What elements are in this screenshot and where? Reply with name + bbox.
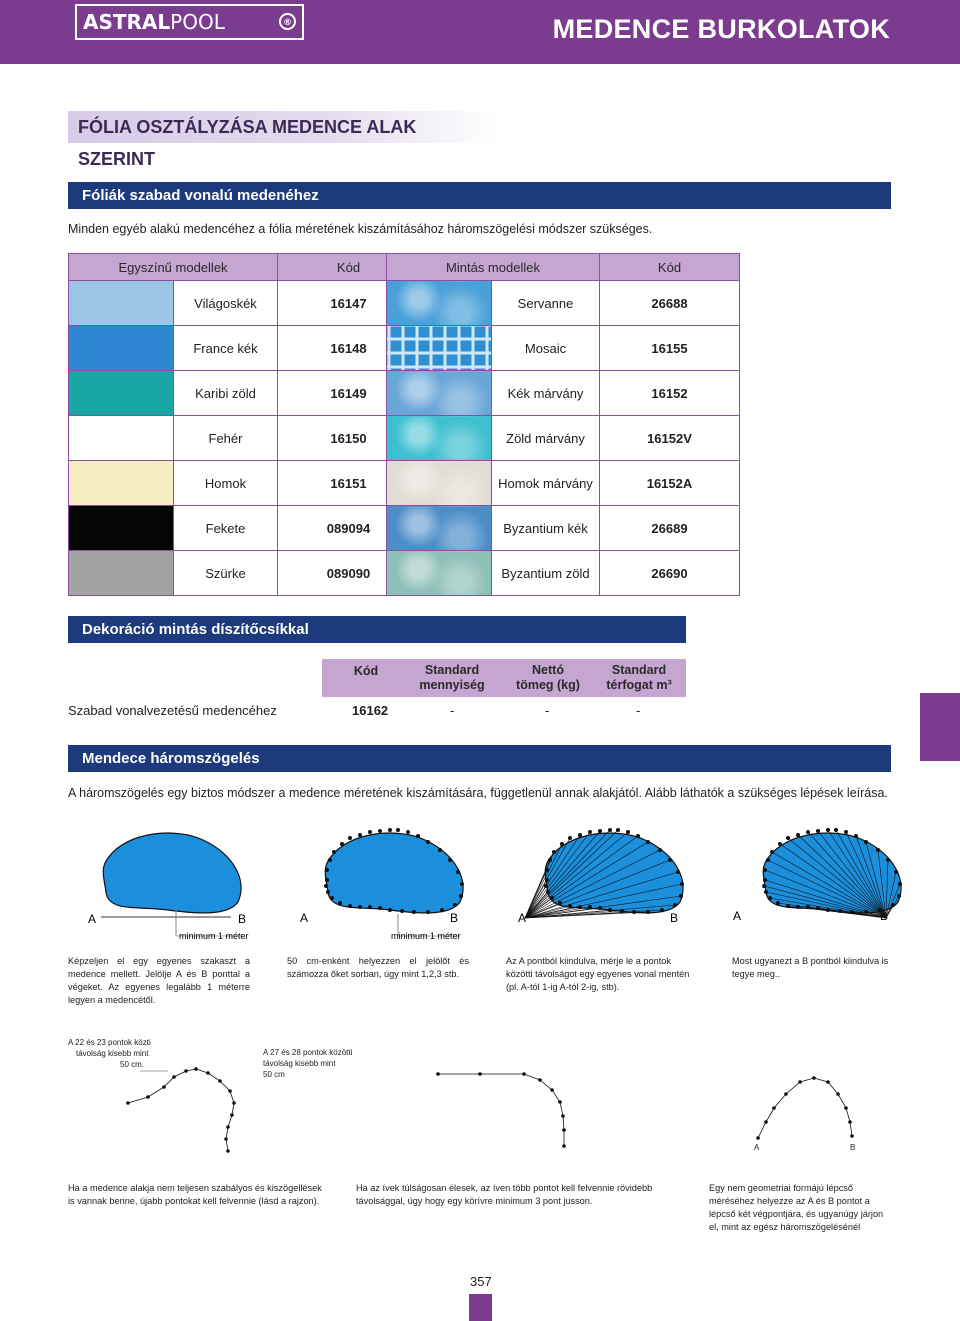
pattern-code: 16152	[600, 371, 740, 416]
marker-point	[228, 1089, 232, 1093]
marker-point	[340, 842, 344, 846]
marker-point	[348, 904, 352, 908]
diagram-step-shape	[740, 1060, 900, 1160]
color-swatch	[69, 461, 174, 506]
diagram-sharp-curve	[420, 1060, 620, 1160]
plain-code: 16151	[278, 461, 420, 506]
diagram-step-3	[510, 810, 710, 940]
marker-point	[796, 905, 800, 909]
deco-row-weight: -	[545, 703, 550, 718]
marker-point	[578, 833, 582, 837]
marker-point	[680, 882, 684, 886]
marker-point	[766, 858, 770, 862]
color-swatch	[69, 551, 174, 596]
arc-line	[758, 1078, 852, 1138]
plain-name: Karibi zöld	[174, 371, 278, 416]
plain-name: Fehér	[174, 416, 278, 461]
marker-point	[786, 836, 790, 840]
bottom-tab	[469, 1294, 492, 1321]
marker-point	[608, 908, 612, 912]
marker-point	[568, 836, 572, 840]
marker-point	[838, 909, 842, 913]
marker-point	[898, 882, 902, 886]
deco-header	[322, 659, 686, 697]
table-row	[69, 551, 420, 596]
note-2: A 27 és 28 pontok közötti távolság kisebb mint 50 cm	[263, 1048, 353, 1079]
marker-point	[816, 906, 820, 910]
note-1: A 22 és 23 pontok közti távolság kisebb mint 50 cm.	[68, 1038, 151, 1069]
marker-point	[172, 1075, 176, 1079]
marker-point	[616, 828, 620, 832]
triangulation-text: A háromszögelés egy biztos módszer a medence méretének kiszámítására, függetlenül annak alakjától. Alább láthatók a szükséges lépések leírása.	[68, 786, 888, 800]
marker-point	[588, 830, 592, 834]
marker-point	[328, 858, 332, 862]
marker-point	[763, 878, 767, 882]
marker-point	[378, 829, 382, 833]
marker-point	[834, 828, 838, 832]
marker-point	[400, 909, 404, 913]
marker-point	[338, 901, 342, 905]
table-row	[387, 461, 740, 506]
col-header-plain: Egyszínű modellek	[69, 254, 278, 281]
marker-point	[378, 906, 382, 910]
marker-point	[844, 830, 848, 834]
table-row	[69, 416, 420, 461]
bottom-caption-2: Ha az ívek túlságosan élesek, az íven több pontot kell felvennie rövidebb távolsággal, úgy hogy egy körívre minimum 3 pont jusson.	[356, 1183, 653, 1206]
deco-col-weight: Nettó tömeg (kg)	[516, 663, 580, 692]
page-title: MEDENCE BURKOLATOK	[552, 14, 890, 44]
marker-point	[598, 829, 602, 833]
deco-row-code: 16162	[352, 703, 389, 718]
marker-point	[806, 830, 810, 834]
marker-point	[548, 858, 552, 862]
foil-table-plain	[68, 253, 420, 596]
color-swatch	[69, 416, 174, 461]
plain-name: Homok	[174, 461, 278, 506]
pattern-name: Zöld márvány	[492, 416, 600, 461]
point-a-label: A	[733, 909, 742, 923]
marker-point	[326, 890, 330, 894]
color-swatch	[69, 506, 174, 551]
point-b-label: B	[850, 1143, 856, 1152]
plain-code: 16147	[278, 281, 420, 326]
marker-point	[459, 894, 463, 898]
marker-point	[184, 1069, 188, 1073]
marker-point	[608, 828, 612, 832]
pattern-code: 26689	[600, 506, 740, 551]
diagram-step-2	[290, 810, 490, 950]
marker-point	[126, 1101, 130, 1105]
marker-point	[764, 890, 768, 894]
table-row	[387, 416, 740, 461]
marker-point	[626, 830, 630, 834]
diagram-step-1	[68, 810, 268, 950]
pattern-name: Kék márvány	[492, 371, 600, 416]
marker-point	[230, 1113, 234, 1117]
marker-point	[762, 884, 766, 888]
marker-point	[332, 850, 336, 854]
marker-point	[646, 840, 650, 844]
plain-code: 16150	[278, 416, 420, 461]
marker-point	[886, 858, 890, 862]
pattern-swatch	[387, 506, 492, 551]
pattern-code: 26688	[600, 281, 740, 326]
marker-point	[456, 870, 460, 874]
marker-point	[325, 878, 329, 882]
pattern-name: Byzantium kék	[492, 506, 600, 551]
marker-point	[426, 840, 430, 844]
brand-light: POOL	[170, 10, 225, 34]
table-row	[387, 551, 740, 596]
step-3-caption: Az A pontból kiindulva, mérje le a pontok közötti távolságot egy egyenes vonal mentén (pl. A-tól 1-ig A-tól 2-ig, stb).	[506, 956, 690, 992]
marker-point	[146, 1095, 150, 1099]
marker-point	[854, 834, 858, 838]
brand-logo[interactable]	[75, 4, 304, 40]
table-row	[69, 461, 420, 506]
marker-point	[552, 850, 556, 854]
marker-point	[679, 894, 683, 898]
color-swatch	[69, 281, 174, 326]
marker-point	[658, 848, 662, 852]
marker-point	[763, 868, 767, 872]
pattern-code: 16155	[600, 326, 740, 371]
marker-point	[325, 868, 329, 872]
marker-point	[388, 828, 392, 832]
marker-point	[806, 905, 810, 909]
deco-col-volume: Standard térfogat m³	[606, 663, 672, 692]
point-b-label: B	[238, 912, 247, 926]
marker-point	[850, 910, 854, 914]
plain-code: 16149	[278, 371, 420, 416]
marker-point	[194, 1067, 198, 1071]
marker-point	[448, 858, 452, 862]
table-row	[387, 326, 740, 371]
marker-point	[162, 1085, 166, 1089]
brand-bold: ASTRAL	[83, 10, 171, 34]
marker-point	[226, 1149, 230, 1153]
col-header-pattern: Mintás modellek	[387, 254, 600, 281]
marker-point	[673, 903, 677, 907]
marker-point	[460, 882, 464, 886]
pool-shape	[103, 833, 241, 913]
marker-point	[368, 905, 372, 909]
deco-title: Dekoráció mintás díszítőcsíkkal	[68, 616, 686, 643]
marker-point	[826, 828, 830, 832]
marker-point	[544, 884, 548, 888]
marker-point	[426, 910, 430, 914]
triangulation-title: Mendece háromszögelés	[68, 745, 891, 772]
marker-point	[358, 905, 362, 909]
marker-point	[406, 830, 410, 834]
outline-line	[128, 1069, 234, 1151]
point-a-label: A	[88, 912, 97, 926]
step-1-caption: Képzeljen el egy egyenes szakaszt a medence mellett. Jelölje A és B ponttal a végeket. Az egyenes legalább 1 méterre legyen a medencétől.	[68, 956, 250, 1005]
min-label: minimum 1 méter	[391, 931, 461, 941]
marker-point	[438, 848, 442, 852]
deco-row-label: Szabad vonalvezetésű medencéhez	[68, 703, 277, 718]
diagram-extra-points	[68, 1035, 368, 1165]
pattern-swatch	[387, 371, 492, 416]
marker-point	[770, 850, 774, 854]
plain-name: France kék	[174, 326, 278, 371]
marker-point	[348, 836, 352, 840]
marker-point	[416, 834, 420, 838]
side-tab	[920, 693, 960, 761]
pool-shape	[325, 833, 463, 913]
diagram-step-4	[728, 810, 928, 940]
table-row	[387, 506, 740, 551]
curve-line	[438, 1074, 564, 1146]
point-b-label: B	[670, 911, 679, 925]
marker-point	[786, 904, 790, 908]
step-2-caption: 50 cm-enként helyezzen el jelölőt és számozza őket sorban, úgy mint 1,2,3 stb.	[287, 956, 469, 979]
pattern-code: 16152V	[600, 416, 740, 461]
marker-point	[768, 896, 772, 900]
marker-point	[440, 908, 444, 912]
section-title: FÓLIA OSZTÁLYZÁSA MEDENCE ALAK SZERINT	[68, 111, 498, 143]
point-a-label: A	[518, 911, 527, 925]
pattern-name: Byzantium zöld	[492, 551, 600, 596]
deco-row-volume: -	[636, 703, 641, 718]
deco-col-qty: Standard mennyiség	[419, 663, 485, 692]
table-row	[69, 506, 420, 551]
table-row	[69, 371, 420, 416]
plain-code: 16148	[278, 326, 420, 371]
marker-point	[816, 829, 820, 833]
table-row	[69, 326, 420, 371]
step-4-caption: Most ugyanezt a B pontból kiindulva is tegye meg..	[732, 956, 889, 979]
marker-point	[396, 828, 400, 832]
point-a-label: A	[754, 1143, 760, 1152]
marker-point	[796, 833, 800, 837]
marker-point	[545, 868, 549, 872]
point-b-label: B	[450, 911, 459, 925]
marker-point	[560, 842, 564, 846]
plain-name: Világoskék	[174, 281, 278, 326]
marker-point	[358, 833, 362, 837]
marker-point	[826, 908, 830, 912]
pattern-swatch	[387, 461, 492, 506]
col-header-plain-code: Kód	[278, 254, 420, 281]
marker-point	[218, 1079, 222, 1083]
marker-point	[330, 896, 334, 900]
pattern-name: Mosaic	[492, 326, 600, 371]
plain-name: Szürke	[174, 551, 278, 596]
marker-point	[636, 834, 640, 838]
registered-icon: ®	[279, 13, 296, 30]
bottom-caption-3: Egy nem geometriai formájú lépcső méréséhez helyezze az A és B pontot a lépcső két végpontjára, és ugyanúgy járjon el, mint az egész háromszögelésénél	[709, 1183, 884, 1232]
marker-point	[545, 878, 549, 882]
plain-name: Fekete	[174, 506, 278, 551]
freeform-text: Minden egyéb alakú medencéhez a fólia méretének kiszámításához háromszögelési módszer szükséges.	[68, 222, 653, 236]
marker-point	[598, 906, 602, 910]
color-swatch	[69, 326, 174, 371]
marker-point	[324, 884, 328, 888]
pattern-name: Servanne	[492, 281, 600, 326]
deco-row-qty: -	[450, 703, 455, 718]
marker-point	[778, 842, 782, 846]
col-header-pattern-code: Kód	[600, 254, 740, 281]
table-row	[387, 371, 740, 416]
marker-point	[897, 894, 901, 898]
table-row	[69, 281, 420, 326]
marker-point	[876, 848, 880, 852]
marker-point	[776, 901, 780, 905]
marker-point	[412, 910, 416, 914]
pattern-swatch	[387, 551, 492, 596]
pattern-swatch	[387, 281, 492, 326]
marker-point	[368, 830, 372, 834]
marker-point	[224, 1137, 228, 1141]
table-row	[387, 281, 740, 326]
pattern-code: 16152A	[600, 461, 740, 506]
deco-col-code: Kód	[353, 664, 379, 678]
marker-point	[388, 908, 392, 912]
pattern-name: Homok márvány	[492, 461, 600, 506]
page-number: 357	[470, 1274, 492, 1289]
marker-point	[232, 1101, 236, 1105]
point-a-label: A	[300, 911, 309, 925]
marker-point	[864, 840, 868, 844]
pattern-swatch	[387, 326, 492, 371]
marker-point	[894, 870, 898, 874]
plain-code: 089090	[278, 551, 420, 596]
color-swatch	[69, 371, 174, 416]
marker-point	[668, 858, 672, 862]
marker-point	[453, 903, 457, 907]
marker-point	[676, 870, 680, 874]
freeform-title: Fóliák szabad vonalú medenéhez	[68, 182, 891, 209]
pattern-swatch	[387, 416, 492, 461]
marker-point	[206, 1071, 210, 1075]
min-label: minimum 1 méter	[179, 931, 249, 941]
marker-point	[660, 908, 664, 912]
plain-code: 089094	[278, 506, 420, 551]
foil-table-pattern	[386, 253, 740, 596]
pattern-code: 26690	[600, 551, 740, 596]
marker-point	[226, 1125, 230, 1129]
bottom-caption-1: Ha a medence alakja nem teljesen szabályos és kiszögellések is vannak benne, újabb pontokat kell felvennie (lásd a rajzon).	[68, 1183, 322, 1206]
